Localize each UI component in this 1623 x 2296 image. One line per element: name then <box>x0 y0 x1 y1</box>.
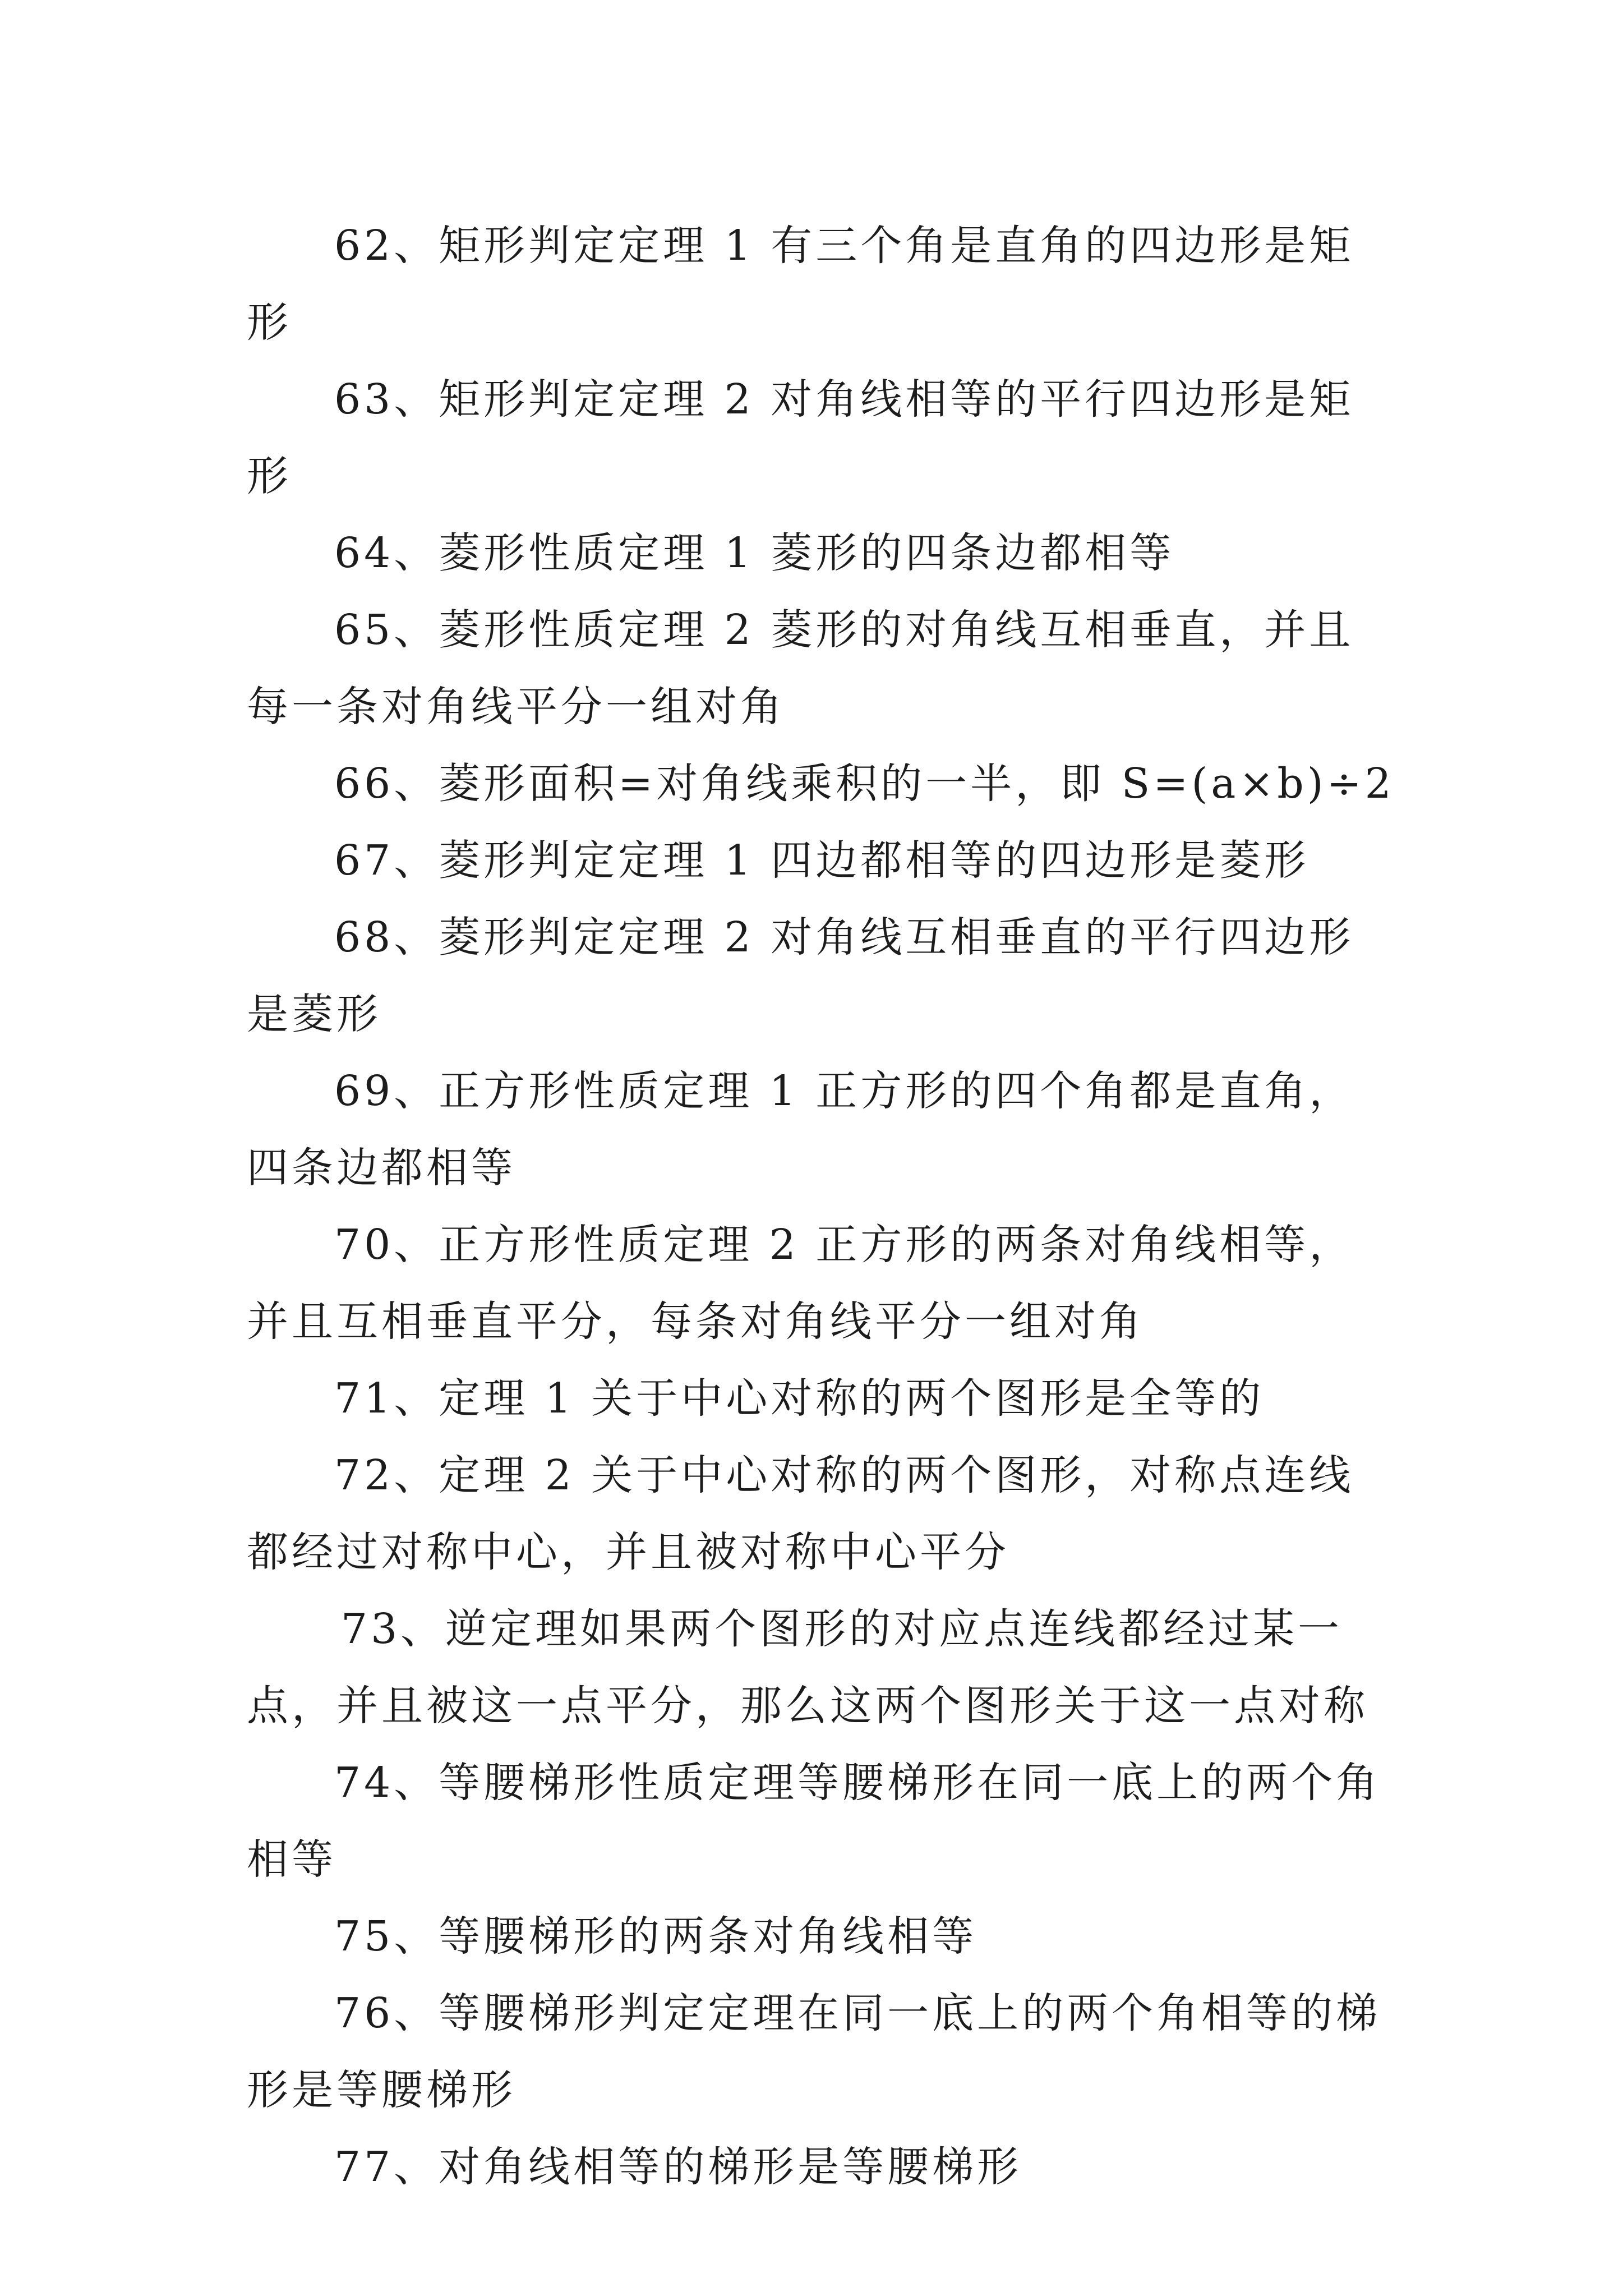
paragraph-73: 73、逆定理如果两个图形的对应点连线都经过某一点，并且被这一点平分，那么这两个图形关于这一点对称 <box>247 1605 1368 1730</box>
paragraph-63: 63、矩形判定定理 2 对角线相等的平行四边形是矩形 <box>247 375 1354 500</box>
paragraph-67: 67、菱形判定定理 1 四边都相等的四边形是菱形 <box>334 836 1310 885</box>
paragraph-64: 64、菱形性质定理 1 菱形的四条边都相等 <box>334 529 1175 577</box>
paragraph-68: 68、菱形判定定理 2 对角线互相垂直的平行四边形是菱形 <box>247 913 1354 1038</box>
document-body <box>247 208 1396 2206</box>
paragraph-72: 72、定理 2 关于中心对称的两个图形，对称点连线都经过对称中心，并且被对称中心平分 <box>247 1451 1354 1576</box>
paragraph-65: 65、菱形性质定理 2 菱形的对角线互相垂直，并且每一条对角线平分一组对角 <box>247 606 1354 731</box>
paragraph-69: 69、正方形性质定理 1 正方形的四个角都是直角，四条边都相等 <box>247 1067 1354 1192</box>
paragraph-66: 66、菱形面积=对角线乘积的一半，即 S=(a×b)÷2 <box>334 760 1395 808</box>
paragraph-71: 71、定理 1 关于中心对称的两个图形是全等的 <box>334 1374 1265 1423</box>
paragraph-74: 74、等腰梯形性质定理等腰梯形在同一底上的两个角相等 <box>247 1759 1381 1884</box>
paragraph-76: 76、等腰梯形判定定理在同一底上的两个角相等的梯形是等腰梯形 <box>247 1989 1381 2114</box>
paragraph-70: 70、正方形性质定理 2 正方形的两条对角线相等，并且互相垂直平分，每条对角线平分一组对角 <box>247 1221 1354 1346</box>
paragraph-62: 62、矩形判定定理 1 有三个角是直角的四边形是矩形 <box>247 222 1354 347</box>
paragraph-77: 77、对角线相等的梯形是等腰梯形 <box>334 2143 1022 2191</box>
paragraph-75: 75、等腰梯形的两条对角线相等 <box>334 1912 978 1961</box>
